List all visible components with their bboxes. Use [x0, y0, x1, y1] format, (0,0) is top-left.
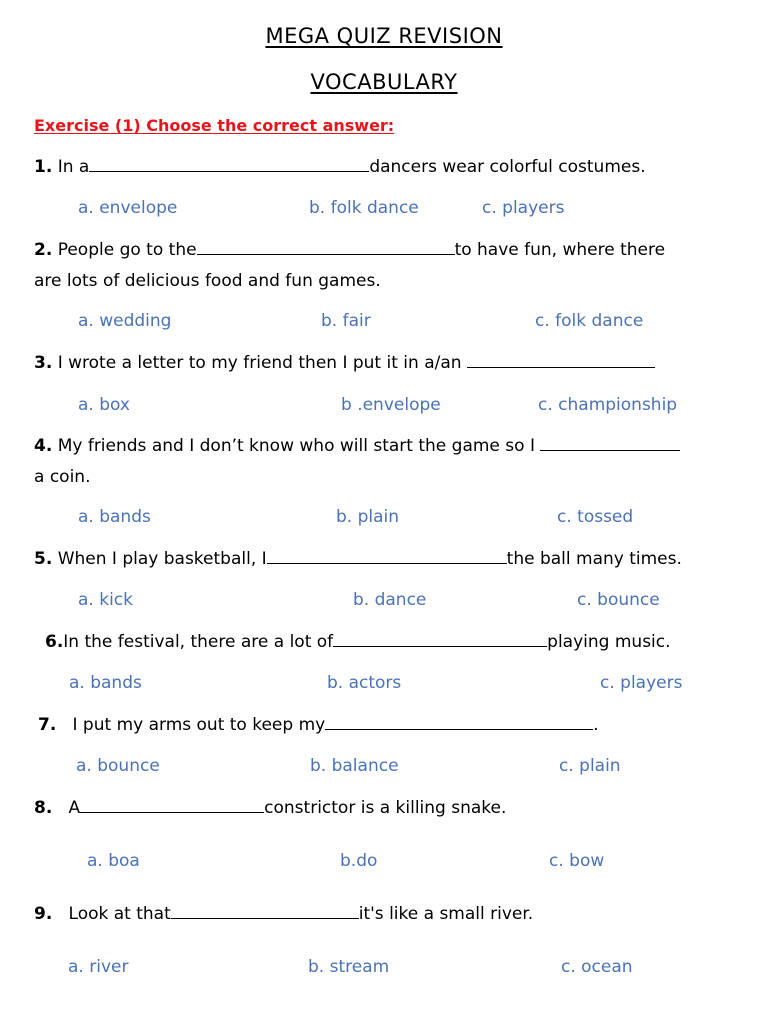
question-4: [34, 431, 680, 493]
option-b: b. fair: [321, 311, 371, 331]
answer-blank: [333, 628, 547, 647]
question-text: When I play basketball, I: [57, 549, 267, 569]
option-a: a. boa: [87, 851, 140, 871]
question-text-continued: a coin.: [34, 467, 91, 487]
question-text: In the festival, there are a lot of: [63, 632, 334, 652]
answer-blank: [467, 349, 655, 368]
question-text: A: [68, 798, 81, 818]
answer-blank: [171, 900, 359, 919]
question-text: to have fun, where there: [454, 240, 666, 260]
option-b: b. dance: [353, 590, 427, 610]
option-a: a. wedding: [78, 311, 172, 331]
option-a: a. bands: [78, 507, 151, 527]
question-number: 1.: [34, 157, 53, 177]
answer-blank: [325, 711, 593, 730]
question-9: [34, 899, 533, 930]
question-number: 5.: [34, 549, 53, 569]
question-text: People go to the: [57, 240, 197, 260]
option-c: c. ocean: [561, 957, 633, 977]
option-a: a. river: [68, 957, 129, 977]
question-2: [34, 235, 665, 297]
question-text: the ball many times.: [506, 549, 682, 569]
question-5: [34, 544, 682, 575]
option-c: c. plain: [559, 756, 621, 776]
option-a: a. box: [78, 395, 130, 415]
option-a: a. bands: [69, 673, 142, 693]
option-c: c. folk dance: [535, 311, 644, 331]
question-number: 4.: [34, 436, 53, 456]
question-text: I put my arms out to keep my: [72, 715, 326, 735]
question-text: it's like a small river.: [358, 904, 534, 924]
option-b: b. plain: [336, 507, 400, 527]
question-7: [38, 710, 599, 741]
question-text: I wrote a letter to my friend then I put it in a/an: [57, 353, 462, 373]
question-text-continued: are lots of delicious food and fun games.: [34, 271, 381, 291]
question-text: In a: [57, 157, 90, 177]
option-c: c. players: [482, 198, 565, 218]
question-text: dancers wear colorful costumes.: [369, 157, 646, 177]
question-number: 7.: [38, 715, 57, 735]
option-c: c. championship: [538, 395, 678, 415]
option-c: c. players: [600, 673, 683, 693]
question-1: [34, 152, 646, 183]
answer-blank: [267, 545, 507, 564]
option-c: c. bounce: [577, 590, 660, 610]
page-subtitle: VOCABULARY: [310, 70, 458, 94]
question-text: constrictor is a killing snake.: [264, 798, 507, 818]
question-number: 3.: [34, 353, 53, 373]
option-b: b. actors: [327, 673, 402, 693]
question-text: playing music.: [547, 632, 671, 652]
question-text: My friends and I don’t know who will start the game so I: [57, 436, 535, 456]
question-6: [45, 627, 671, 658]
option-a: a. kick: [78, 590, 133, 610]
page-title: MEGA QUIZ REVISION: [265, 24, 503, 48]
question-number: 9.: [34, 904, 53, 924]
option-b: b. balance: [310, 756, 399, 776]
option-c: c. tossed: [557, 507, 634, 527]
option-b: b. stream: [308, 957, 390, 977]
answer-blank: [80, 794, 264, 813]
option-b: b .envelope: [341, 395, 441, 415]
question-number: 6.: [45, 632, 64, 652]
option-a: a. envelope: [78, 198, 178, 218]
answer-blank: [89, 153, 369, 172]
question-text: .: [593, 715, 599, 735]
option-a: a. bounce: [76, 756, 160, 776]
question-3: [34, 348, 655, 379]
answer-blank: [197, 236, 455, 255]
option-b: b. folk dance: [309, 198, 419, 218]
question-text: Look at that: [68, 904, 171, 924]
question-8: [34, 793, 506, 824]
question-number: 8.: [34, 798, 53, 818]
question-number: 2.: [34, 240, 53, 260]
exercise-heading: Exercise (1) Choose the correct answer:: [34, 116, 395, 135]
option-b: b.do: [340, 851, 378, 871]
answer-blank: [540, 432, 680, 451]
option-c: c. bow: [549, 851, 605, 871]
